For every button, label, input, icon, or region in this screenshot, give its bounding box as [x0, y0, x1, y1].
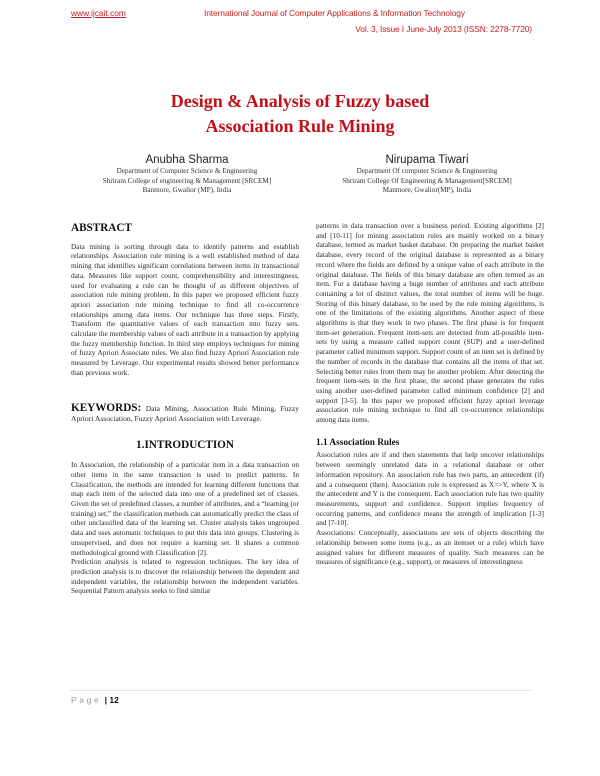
- right-column: [316, 221, 544, 567]
- paper-title-line-2: Association Rule Mining: [205, 116, 395, 136]
- author-location: Manmore, Gwalior(MP), India: [382, 186, 472, 195]
- keywords-text: Data Mining, Association Rule Mining, Fuzzy Apriori Association, Fuzzy Apriori Association with Leverage.: [71, 403, 300, 423]
- paper-title: [0, 89, 600, 139]
- author-name: Nirupama Tiwari: [385, 154, 469, 166]
- abstract-heading: ABSTRACT: [71, 222, 132, 234]
- journal-volume-issue: Vol. 3, Issue I June-July 2013 (ISSN: 2278-7720): [355, 24, 532, 34]
- keywords-section: [71, 403, 299, 424]
- paper-title-line-1: Design & Analysis of Fuzzy based: [170, 91, 430, 111]
- author-block-1: [62, 153, 312, 196]
- author-department: Department of Computer Science & Engineering: [116, 167, 258, 175]
- page-label: Page: [71, 695, 102, 705]
- abstract-text: Data mining is sorting through data to identify patterns and establish relationships. Association rule mining is a well established method of data mining that identifies significant correlations between items in transactional data. Measures like support count, comprehensibility and interestingness, used for evaluating a rule can be thought of as different objectives of association rule mining problem. In this paper we proposed efficient fuzzy apriori association rule mining technique to find all co-occurrence relationships among data items. Our technique has three steps. Firstly, Transform the quantitative values of each transaction into fuzzy sets. calculate the membership values of each attribute in a transaction by applying the fuzzy membership function. In third step employs techniques for mining of fuzzy Apriori Associate rules. We also find fuzzy Apriori Association rule measured by Leverage. Our experimental results showed better performance than previous work.: [71, 241, 299, 377]
- page-number: 12: [109, 695, 119, 705]
- author-location: Banmore, Gwalior (MP), India: [142, 186, 232, 195]
- introduction-paragraph-2: Prediction analysis is related to regression techniques. The key idea of prediction analysis is to discover the relationship between the dependent and independent variables, the relationship between the independent variables. Sequential Pattern analysis seeks to find similar: [71, 557, 299, 596]
- journal-name: International Journal of Computer Applications & Information Technology: [204, 8, 465, 18]
- journal-url-link[interactable]: www.ijcait.com: [71, 8, 126, 18]
- author-college: Shriram College Of Engineering & Management[SRCEM]: [342, 176, 512, 185]
- association-rules-heading: 1.1 Association Rules: [316, 437, 400, 448]
- left-column: [71, 224, 299, 596]
- association-rules-paragraph-1: Association rules are if and then statements that help uncover relationships between seemingly unrelated data in a relational database or other information repository. An association rule has two parts, an antecedent (if) and a consequent (then). Association rule is expressed as X=>Y, where X is the antecedent and Y is the consequent. Each association rule has two quality measurements, support and confidence. Support implies frequency of occurring patterns, and confidence means the strength of implication [1-3] and [7-10].: [316, 450, 544, 528]
- introduction-paragraph-1: In Association, the relationship of a particular item in a data transaction on other items in the same transaction is used to predict patterns. In Classification, the methods are intended for learning different functions that map each item of the selected data into one of a predefined set of classes. Given the set of predefined classes, a number of attributes, and a “learning (or training) set,” the classification methods can automatically predict the class of other unclassified data of the learning set. Cluster analysis takes ungrouped data and uses automatic techniques to put this data into groups. Clustering is unsupervised, and does not require a learning set. It shares a common methodological ground with Classification [2].: [71, 460, 299, 557]
- introduction-paragraph-3: patterns in data transaction over a business period. Existing algorithms [2] and [10-11] for mining association rules are mainly worked on a binary database, termed as market basket database. On preparing the market basket database, every record of the original database is represented as a binary record where the fields are defined by a unique value of each attribute in the original database. The fields of this binary database are often termed as an item. For a database having a huge number of attributes and each attribute containing a lot of distinct values, the total number of items will be huge. Storing of this binary database, to be used by the rule mining algorithms, is one of the limitations of the existing algorithms. Another aspect of these algorithms is that they work in two phases. The first phase is for frequent item-set generation. Frequent item-sets are detected from all-possible item-sets by using a measure called support count (SUP) and a user-defined parameter called minimum support. Support count of an item set is defined by the number of records in the database that contains all the items of that set. Selecting better rules from them may be another problem. After detecting the frequent item-sets in the first phase, the second phase generates the rules using another user-defined parameter called minimum confidence [2] and support [3-5]. In this paper we proposed efficient fuzzy apriori leverage association rule mining technique to find all co-occurrence relationships among data items.: [316, 221, 544, 425]
- author-name: Anubha Sharma: [145, 154, 229, 166]
- footer-divider: [70, 690, 531, 691]
- introduction-heading: 1.INTRODUCTION: [136, 438, 234, 451]
- page-footer: [71, 695, 119, 705]
- author-block-2: [302, 153, 552, 196]
- author-college: Shriram College of engineering & Management [SRCEM]: [102, 176, 272, 185]
- keywords-heading: KEYWORDS:: [71, 401, 142, 414]
- page-separator: |: [104, 695, 108, 705]
- author-department: Department Of computer Science & Engineering: [356, 167, 498, 175]
- association-rules-paragraph-2: Associations: Conceptually, associations are sets of objects describing the relationship between some items (e.g., as an itemset or a rule) which have assigned values for different measures of quality. Such measures can be measures of significance (e.g., support), or measures of interestingness: [316, 528, 544, 567]
